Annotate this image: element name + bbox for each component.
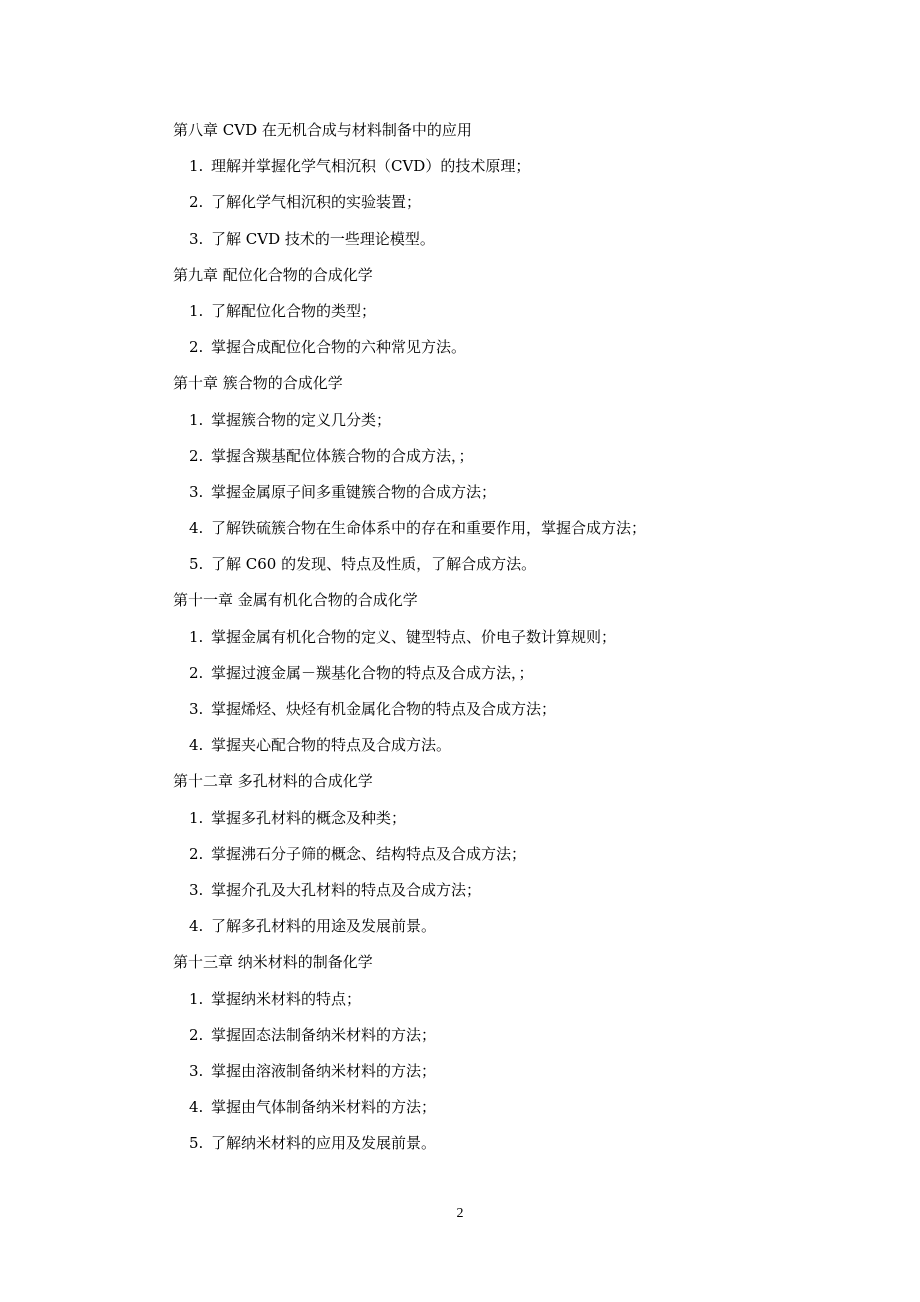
item-number: 4. — [189, 519, 204, 538]
item-text: 掌握沸石分子筛的概念、结构特点及合成方法； — [211, 844, 527, 863]
list-item — [173, 408, 873, 444]
item-number: 5. — [189, 555, 204, 574]
list-item — [173, 552, 873, 588]
item-number: 4. — [189, 917, 204, 936]
item-number: 3. — [189, 229, 204, 248]
item-text: 掌握簇合物的定义几分类； — [211, 410, 392, 429]
item-number: 5. — [189, 1134, 204, 1153]
item-text: 掌握夹心配合物的特点及合成方法。 — [211, 736, 452, 755]
item-text: 掌握烯烃、炔烃有机金属化合物的特点及合成方法； — [211, 700, 557, 718]
item-number: 3. — [189, 1061, 204, 1080]
item-number: 2. — [189, 446, 204, 465]
item-number: 2. — [189, 338, 204, 357]
list-item — [173, 190, 873, 226]
item-text: 掌握金属有机化合物的定义、键型特点、价电子数计算规则； — [211, 627, 617, 646]
item-number: 1. — [189, 157, 204, 176]
list-item — [173, 878, 873, 914]
list-item — [173, 516, 873, 552]
list-item — [173, 444, 873, 480]
item-text: 掌握介孔及大孔材料的特点及合成方法； — [211, 880, 482, 899]
list-item — [173, 842, 873, 878]
item-text: 了解多孔材料的用途及发展前景。 — [211, 917, 437, 936]
page-number: 2 — [456, 1206, 464, 1221]
list-item — [173, 914, 873, 950]
item-text: 了解化学气相沉积的实验装置； — [211, 193, 422, 212]
item-text: 掌握由溶液制备纳米材料的方法； — [211, 1061, 437, 1080]
chapter-12-title: 第十二章 多孔材料的合成化学 — [173, 772, 373, 791]
item-text: 掌握固态法制备纳米材料的方法； — [211, 1025, 437, 1044]
item-text: 掌握合成配位化合物的六种常见方法。 — [211, 338, 467, 357]
item-number: 2. — [189, 1025, 204, 1044]
item-number: 2. — [189, 844, 204, 863]
list-item — [173, 1095, 873, 1131]
list-item — [173, 661, 873, 697]
item-text: 理解并掌握化学气相沉积（CVD）的技术原理； — [211, 157, 531, 176]
chapter-10-title: 第十章 簇合物的合成化学 — [173, 374, 343, 393]
list-item — [173, 227, 873, 263]
item-number: 1. — [189, 627, 204, 646]
item-text: 了解 C60 的发现、特点及性质，了解合成方法。 — [211, 555, 537, 574]
item-text: 掌握纳米材料的特点； — [211, 989, 362, 1008]
list-item — [173, 733, 873, 769]
item-number: 3. — [189, 880, 204, 899]
item-number: 3. — [189, 482, 204, 501]
item-number: 2. — [189, 193, 204, 212]
list-item — [173, 1023, 873, 1059]
item-text: 了解 CVD 技术的一些理论模型。 — [211, 229, 435, 248]
item-number: 1. — [189, 989, 204, 1008]
list-item — [173, 1131, 873, 1167]
item-text: 了解纳米材料的应用及发展前景。 — [211, 1134, 437, 1153]
item-number: 2. — [189, 663, 204, 682]
chapter-8-title: 第八章 CVD 在无机合成与材料制备中的应用 — [173, 121, 472, 139]
chapter-11-title: 第十一章 金属有机化合物的合成化学 — [173, 591, 418, 610]
list-item — [173, 987, 873, 1023]
list-item — [173, 1059, 873, 1095]
item-number: 1. — [189, 301, 204, 320]
item-number: 1. — [189, 808, 204, 827]
item-text: 掌握由气体制备纳米材料的方法； — [211, 1098, 437, 1117]
document-body — [173, 118, 873, 1167]
item-text: 掌握多孔材料的概念及种类； — [211, 808, 407, 827]
item-text: 掌握过渡金属－羰基化合物的特点及合成方法，； — [211, 663, 534, 682]
list-item — [173, 154, 873, 190]
list-item — [173, 697, 873, 733]
list-item — [173, 299, 873, 335]
item-number: 4. — [189, 1098, 204, 1117]
list-item — [173, 625, 873, 661]
item-number: 4. — [189, 736, 204, 755]
item-text: 掌握含羰基配位体簇合物的合成方法，； — [211, 446, 474, 465]
list-item — [173, 335, 873, 371]
item-text: 了解铁硫簇合物在生命体系中的存在和重要作用，掌握合成方法； — [211, 519, 647, 538]
list-item — [173, 806, 873, 842]
item-text: 掌握金属原子间多重键簇合物的合成方法； — [211, 482, 497, 501]
chapter-9-title: 第九章 配位化合物的合成化学 — [173, 265, 373, 284]
chapter-13-title: 第十三章 纳米材料的制备化学 — [173, 953, 373, 972]
item-number: 3. — [189, 700, 204, 718]
list-item — [173, 480, 873, 516]
item-text: 了解配位化合物的类型； — [211, 301, 377, 320]
item-number: 1. — [189, 410, 204, 429]
